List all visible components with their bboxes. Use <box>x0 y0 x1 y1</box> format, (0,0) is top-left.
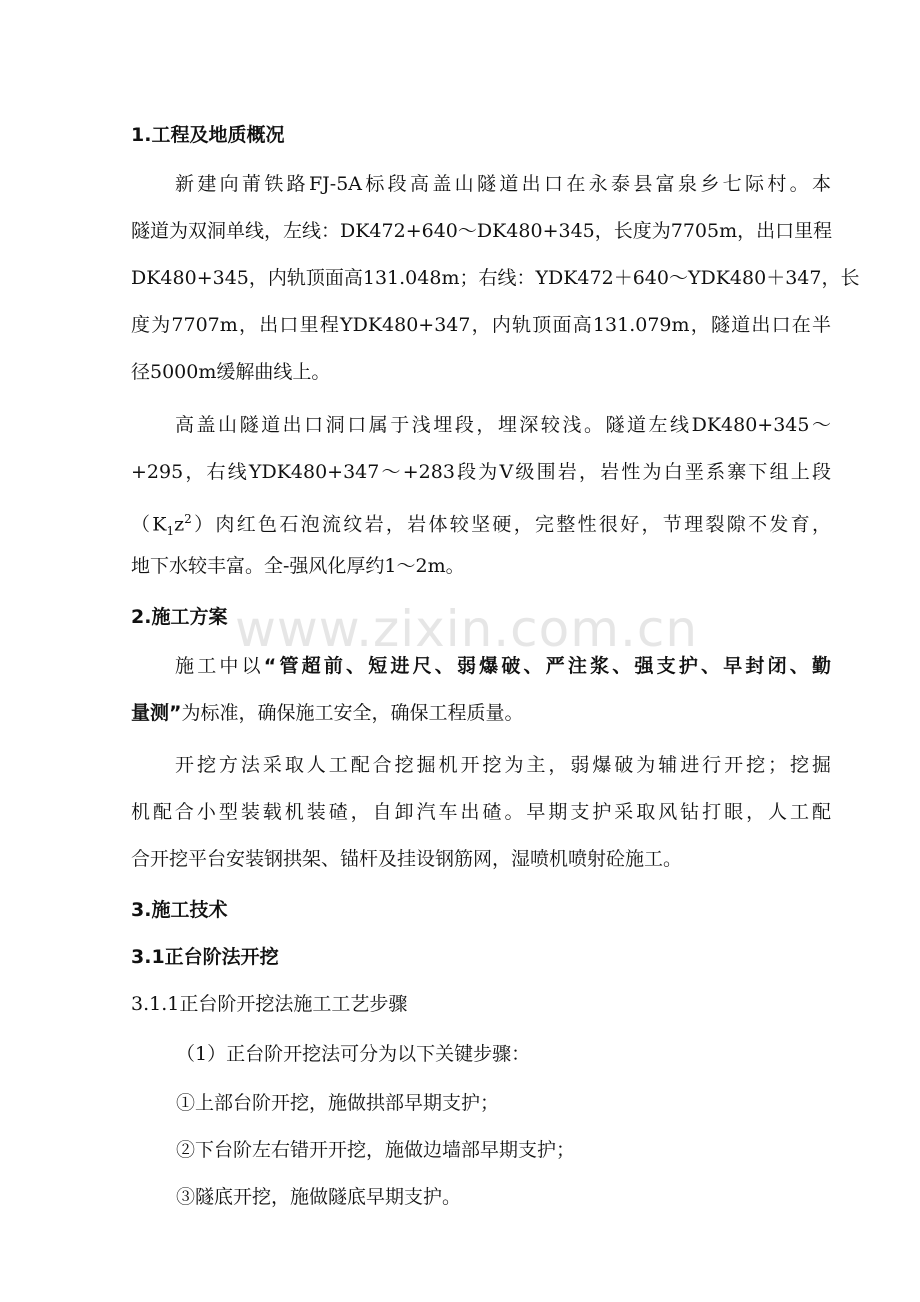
paragraph-line <box>131 700 831 726</box>
list-item: ②下台阶左右错开开挖，施做边墙部早期支护； <box>176 1139 576 1161</box>
text-lead: 施工中以 <box>175 655 264 677</box>
paragraph-line: 高盖山隧道出口洞口属于浅埋段，埋深较浅。隧道左线DK480+345～ <box>175 414 831 436</box>
paragraph-line: 合开挖平台安装钢拱架、锚杆及挂设钢筋网，湿喷机喷射砼施工。 <box>131 848 683 870</box>
paragraph-line <box>175 653 831 679</box>
paragraph-line: 度为7707m，出口里程YDK480+347，内轨顶面高131.079m，隧道出口在半 <box>131 314 831 336</box>
formula-subscript: 1 <box>166 524 175 539</box>
paragraph-line: +295，右线YDK480+347～+283段为Ⅴ级围岩，岩性为白垩系寨下组上段 <box>131 461 831 483</box>
paragraph-line: 地下水较丰富。全-强风化厚约1～2m。 <box>131 555 465 577</box>
paragraph-line: 隧道为双洞单线，左线：DK472+640～DK480+345，长度为7705m，出口里程 <box>131 220 833 242</box>
formula-mid: z <box>174 513 185 536</box>
formula-rest: ）肉红色石泡流纹岩，岩体较坚硬，完整性很好，节理裂隙不发育， <box>191 513 831 536</box>
paragraph-line: DK480+345，内轨顶面高131.048m；右线：YDK472＋640～YDK480＋347，长 <box>131 267 860 289</box>
section-heading-1: 1.工程及地质概况 <box>131 124 285 146</box>
list-intro: （1）正台阶开挖法可分为以下关键步骤： <box>176 1043 531 1065</box>
list-item: ①上部台阶开挖，施做拱部早期支护； <box>176 1092 500 1114</box>
paragraph-line: 新建向莆铁路FJ-5A标段高盖山隧道出口在永泰县富泉乡七际村。本 <box>175 173 831 195</box>
subsection-heading: 3.1正台阶法开挖 <box>131 946 279 968</box>
paragraph-line-formula <box>131 506 831 544</box>
list-item: ③隧底开挖，施做隧底早期支护。 <box>176 1186 462 1208</box>
section-heading-3: 3.施工技术 <box>131 899 228 921</box>
paragraph-line: 机配合小型装载机装碴，自卸汽车出碴。早期支护采取风钻打眼，人工配 <box>131 801 831 823</box>
section-heading-2: 2.施工方案 <box>131 606 228 628</box>
subsubsection-heading: 3.1.1正台阶开挖法施工工艺步骤 <box>131 993 408 1015</box>
watermark: www.zixin.com.cn <box>235 600 699 658</box>
paragraph-line: 径5000m缓解曲线上。 <box>131 361 331 383</box>
formula-open: （K <box>131 513 167 536</box>
bold-principle-end: 量测” <box>131 702 182 724</box>
bold-principle: “管超前、短进尺、弱爆破、严注浆、强支护、早封闭、勤 <box>263 655 831 677</box>
text-rest: 为标准，确保施工安全，确保工程质量。 <box>181 702 524 724</box>
formula-superscript: 2 <box>184 512 192 526</box>
paragraph-line: 开挖方法采取人工配合挖掘机开挖为主，弱爆破为辅进行开挖；挖掘 <box>175 754 831 776</box>
